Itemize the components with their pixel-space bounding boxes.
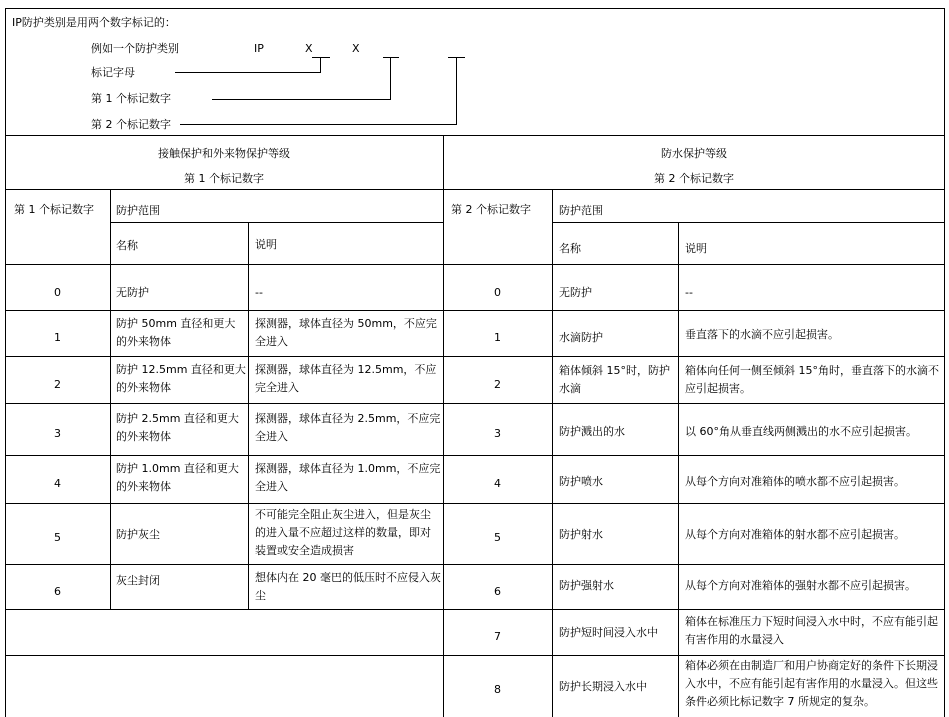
left-row-desc: 想体内在 20 毫巴的低压时不应侵入灰尘	[255, 571, 441, 602]
right-row-digit: 8	[494, 683, 501, 696]
right-row-desc: 垂直落下的水滴不应引起损害。	[685, 328, 839, 341]
right-row-desc: 从每个方向对准箱体的射水都不应引起损害。	[685, 528, 905, 541]
left-row-digit: 6	[54, 585, 61, 598]
right-row-desc: 箱体在标准压力下短时间浸入水中时，不应有能引起有害作用的水量浸入	[685, 615, 938, 646]
right-row-name: 防护长期浸入水中	[559, 680, 647, 693]
right-row-name: 防护短时间浸入水中	[559, 626, 658, 639]
example-x1: X	[305, 42, 313, 55]
right-row-name: 防护喷水	[559, 475, 603, 488]
right-header-title: 防水保护等级	[661, 147, 727, 160]
right-row-digit: 6	[494, 585, 501, 598]
left-header-subtitle: 第 1 个标记数字	[184, 172, 264, 185]
left-row-digit: 5	[54, 531, 61, 544]
left-row-name: 防护 2.5mm 直径和更大的外来物体	[116, 412, 239, 443]
right-row-digit: 2	[494, 378, 501, 391]
left-row-name: 防护 1.0mm 直径和更大的外来物体	[116, 462, 239, 493]
right-row-name: 防护溅出的水	[559, 425, 625, 438]
left-row-digit: 4	[54, 477, 61, 490]
right-row-digit: 5	[494, 531, 501, 544]
right-row-digit: 0	[494, 286, 501, 299]
left-col-digit: 第 1 个标记数字	[14, 203, 94, 216]
right-row-desc: 以 60°角从垂直线两侧溅出的水不应引起损害。	[685, 425, 917, 438]
left-row-desc: 探测器，球体直径为 1.0mm，不应完全进入	[255, 462, 441, 493]
right-row-desc: 从每个方向对准箱体的喷水都不应引起损害。	[685, 475, 905, 488]
left-row-digit: 3	[54, 427, 61, 440]
left-row-desc: 探测器，球体直径为 50mm，不应完全进入	[255, 317, 437, 348]
left-row-digit: 2	[54, 378, 61, 391]
left-row-desc: 不可能完全阻止灰尘进入，但是灰尘的进入量不应超过这样的数量，即对装置或安全造成损害	[255, 508, 431, 557]
right-row-name: 水滴防护	[559, 331, 603, 344]
right-header-subtitle: 第 2 个标记数字	[654, 172, 734, 185]
left-row-name: 无防护	[116, 286, 149, 299]
right-col-desc: 说明	[685, 242, 707, 255]
right-row-digit: 1	[494, 331, 501, 344]
right-row-name: 防护射水	[559, 528, 603, 541]
digit2-label: 第 2 个标记数字	[91, 118, 171, 131]
intro-title: IP防护类别是用两个数字标记的：	[12, 16, 176, 29]
right-row-desc: --	[685, 286, 693, 299]
left-row-desc: --	[255, 286, 263, 299]
right-row-desc: 箱体必须在由制造厂和用户协商定好的条件下长期浸入水中，不应有能引起有害作用的水量浸入。但这些条件必须比标记数字 7 所规定的复杂。	[685, 659, 938, 708]
right-row-name: 无防护	[559, 286, 592, 299]
right-col-name: 名称	[559, 242, 581, 255]
right-row-name: 箱体倾斜 15°时，防护水滴	[559, 364, 670, 395]
left-row-name: 防护 12.5mm 直径和更大的外来物体	[116, 363, 246, 394]
left-row-desc: 探测器，球体直径为 12.5mm，不应完全进入	[255, 363, 437, 394]
right-col-digit: 第 2 个标记数字	[451, 203, 531, 216]
digit1-label: 第 1 个标记数字	[91, 92, 171, 105]
left-row-digit: 1	[54, 331, 61, 344]
right-row-desc: 箱体向任何一侧至倾斜 15°角时，垂直落下的水滴不应引起损害。	[685, 364, 939, 395]
left-col-range: 防护范围	[116, 204, 160, 217]
right-row-desc: 从每个方向对准箱体的强射水都不应引起损害。	[685, 579, 916, 592]
mark-letters-label: 标记字母	[91, 66, 135, 79]
right-row-digit: 7	[494, 630, 501, 643]
left-row-desc: 探测器，球体直径为 2.5mm，不应完全进入	[255, 412, 441, 443]
left-row-digit: 0	[54, 286, 61, 299]
left-row-name: 灰尘封闭	[116, 574, 160, 587]
left-row-name: 防护灰尘	[116, 528, 160, 541]
right-col-range: 防护范围	[559, 204, 603, 217]
left-col-name: 名称	[116, 239, 138, 252]
right-row-name: 防护强射水	[559, 579, 614, 592]
right-row-digit: 3	[494, 427, 501, 440]
example-code: IP	[254, 42, 264, 55]
right-row-digit: 4	[494, 477, 501, 490]
left-row-name: 防护 50mm 直径和更大的外来物体	[116, 317, 236, 348]
example-label: 例如一个防护类别	[91, 42, 179, 55]
example-x2: X	[352, 42, 360, 55]
left-header-title: 接触保护和外来物保护等级	[158, 147, 290, 160]
left-col-desc: 说明	[255, 238, 277, 251]
